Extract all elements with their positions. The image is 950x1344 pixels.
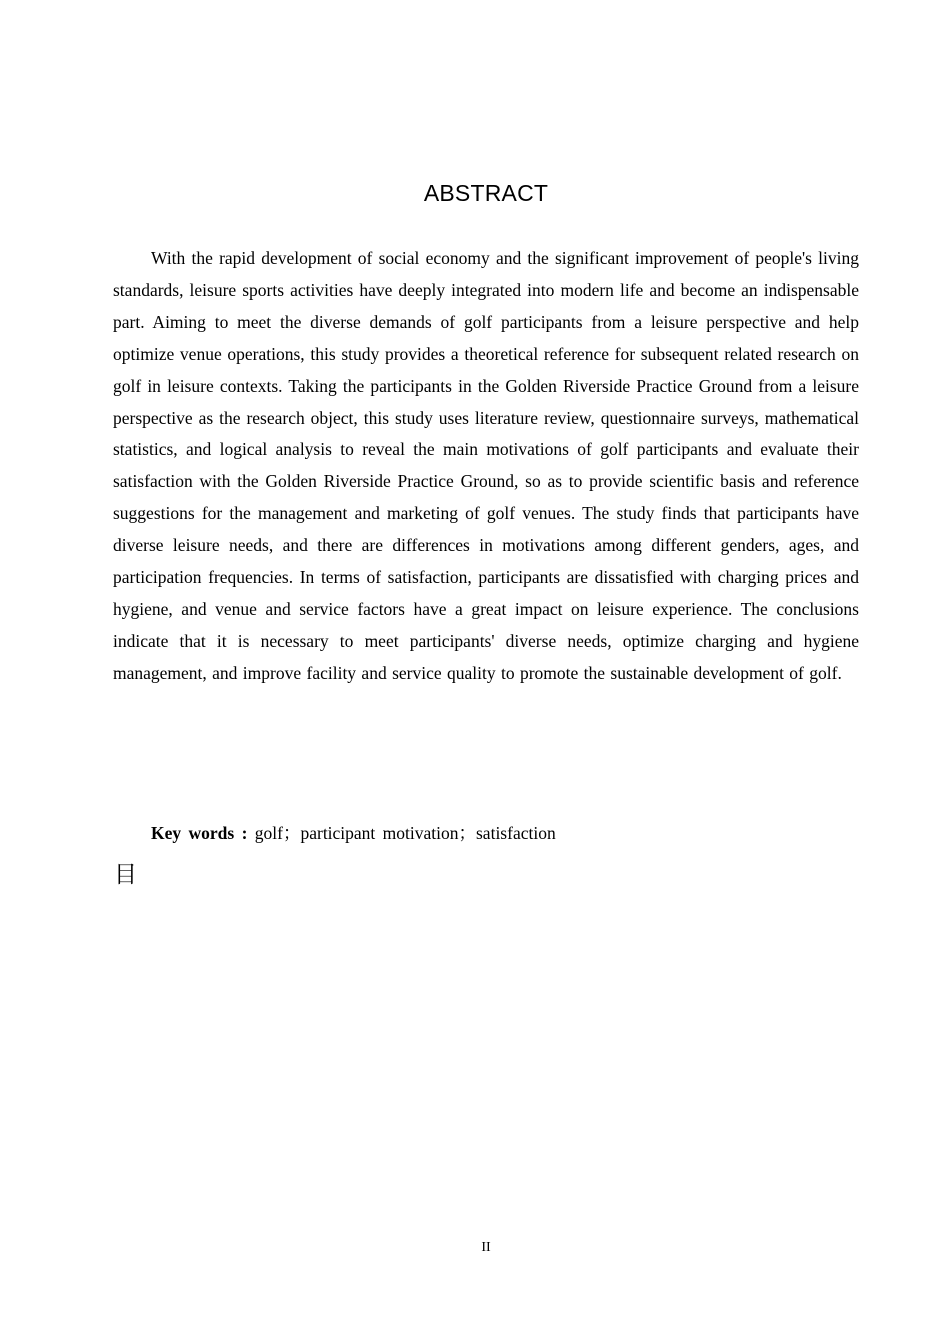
keywords-text: golf；participant motivation；satisfaction	[254, 823, 556, 843]
toc-heading-glyph: 目	[114, 862, 137, 888]
keywords-line	[151, 818, 859, 848]
page-number: II	[481, 1240, 491, 1255]
abstract-title: ABSTRACT	[423, 180, 549, 206]
abstract-body-text: With the rapid development of social economy and the significant improvement of people's living standards, leisure sports activities have deeply integrated into modern life and become an indispensable part. Aiming to meet the diverse demands of golf participants from a leisure perspective and help optimize venue operations, this study provides a theoretical reference for subsequent related research on golf in leisure contexts. Taking the participants in the Golden Riverside Practice Ground from a leisure perspective as the research object, this study uses literature review, questionnaire surveys, mathematical statistics, and logical analysis to reveal the main motivations of golf participants and evaluate their satisfaction with the Golden Riverside Practice Ground, so as to provide scientific basis and reference suggestions for the management and marketing of golf venues. The study finds that participants have diverse leisure needs, and there are differences in motivations among different genders, ages, and participation frequencies. In terms of satisfaction, participants are dissatisfied with charging prices and hygiene, and venue and service factors have a great impact on leisure experience. The conclusions indicate that it is necessary to meet participants' diverse needs, optimize charging and hygiene management, and improve facility and service quality to promote the sustainable development of golf.	[113, 248, 859, 683]
keywords-label: Key words :	[151, 823, 248, 843]
